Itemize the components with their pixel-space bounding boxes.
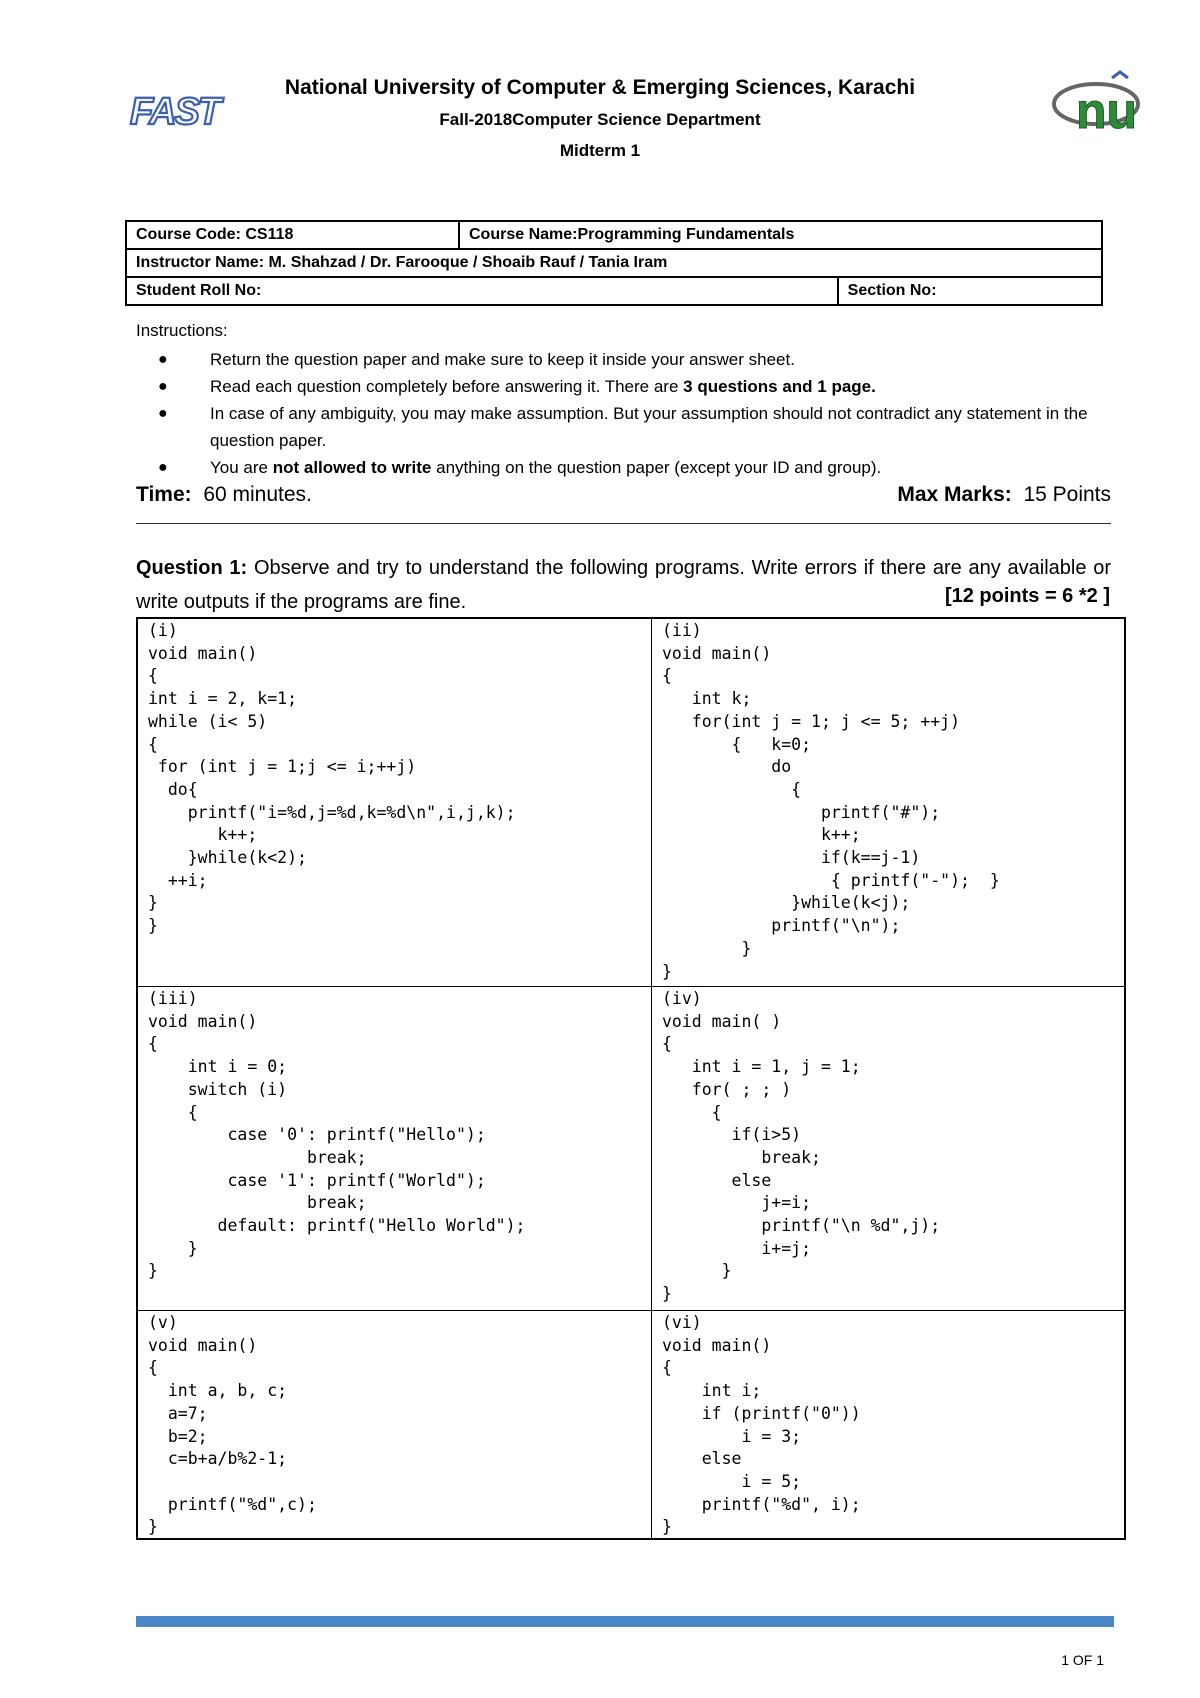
program-ii-code: (ii) void main() { int k; for(int j = 1; j <= 5; ++j) { k=0; do { printf("#"); k++; if(k==j-1) { printf("-"); } }while(k<j); printf("\n"); } } xyxy=(662,621,1000,981)
programs-grid xyxy=(136,617,1126,1540)
course-code: Course Code: CS118 xyxy=(126,221,459,249)
footer-bar xyxy=(136,1616,1114,1627)
course-name: Course Name:Programming Fundamentals xyxy=(459,221,1102,249)
bullet-icon: ● xyxy=(158,459,168,476)
grid-divider-vertical xyxy=(651,619,652,1538)
instruction-item: ● Read each question completely before answering it. There are 3 questions and 1 page. xyxy=(136,373,1111,400)
university-title: National University of Computer & Emerging Sciences, Karachi xyxy=(284,76,916,99)
svg-text:FAST: FAST xyxy=(130,91,220,133)
grid-divider-horizontal xyxy=(138,986,1124,987)
max-marks: Max Marks: 15 Points xyxy=(897,483,1111,506)
program-iv-code: (iv) void main( ) { int i = 1, j = 1; for( ; ; ) { if(i>5) break; else j+=i; printf("\n %d",j); i+=j; } } xyxy=(662,989,941,1304)
instructions-title: Instructions: xyxy=(136,321,228,340)
bullet-icon: ● xyxy=(158,351,168,368)
time-limit: Time: 60 minutes. xyxy=(136,483,312,506)
instruction-item: ● Return the question paper and make sure to keep it inside your answer sheet. xyxy=(136,346,1111,373)
section-no: Section No: xyxy=(838,277,1102,305)
svg-text:nu: nu xyxy=(1076,83,1138,139)
question-1-text: Question 1: Observe and try to understand the following programs. Write errors if there are any available or write outputs if the programs are fine. xyxy=(136,557,1111,613)
program-i-code: (i) void main() { int i = 2, k=1; while (i< 5) { for (int j = 1;j <= i;++j) do{ printf("i=%d,j=%d,k=%d\n",i,j,k); k++; }while(k<2); ++i; } } xyxy=(148,621,516,936)
term-department: Fall-2018Computer Science Department xyxy=(439,110,761,129)
bullet-icon: ● xyxy=(158,405,168,422)
course-info-table xyxy=(125,220,1103,306)
instructor-name: Instructor Name: M. Shahzad / Dr. Farooque / Shoaib Rauf / Tania Iram xyxy=(126,249,1102,277)
program-cell-v xyxy=(148,1312,648,1539)
student-roll-no: Student Roll No: xyxy=(126,277,838,305)
instruction-item: ● You are not allowed to write anything on the question paper (except your ID and group). xyxy=(136,454,1111,481)
program-cell-iii xyxy=(148,988,648,1309)
divider xyxy=(136,523,1111,524)
program-v-code: (v) void main() { int a, b, c; a=7; b=2; c=b+a/b%2-1; printf("%d",c); } xyxy=(148,1313,317,1537)
exam-title: Midterm 1 xyxy=(559,141,641,160)
program-iii-code: (iii) void main() { int i = 0; switch (i) { case '0': printf("Hello"); break; case '1': printf("World"); break; default: printf("Hello World"); } } xyxy=(148,989,526,1281)
question-1-points: [12 points = 6 *2 ] xyxy=(944,585,1110,607)
bullet-icon: ● xyxy=(158,378,168,395)
program-cell-vi xyxy=(662,1312,1122,1539)
instructions-list xyxy=(136,346,1111,481)
page-number: 1 OF 1 xyxy=(1061,1652,1104,1668)
grid-divider-horizontal xyxy=(138,1310,1124,1311)
program-cell-i xyxy=(148,620,648,985)
program-vi-code: (vi) void main() { int i; if (printf("0")) i = 3; else i = 5; printf("%d", i); } xyxy=(662,1313,861,1537)
program-cell-iv xyxy=(662,988,1122,1309)
instruction-item: ● In case of any ambiguity, you may make assumption. But your assumption should not contradict any statement in the question paper. xyxy=(136,400,1111,454)
program-cell-ii xyxy=(662,620,1122,985)
